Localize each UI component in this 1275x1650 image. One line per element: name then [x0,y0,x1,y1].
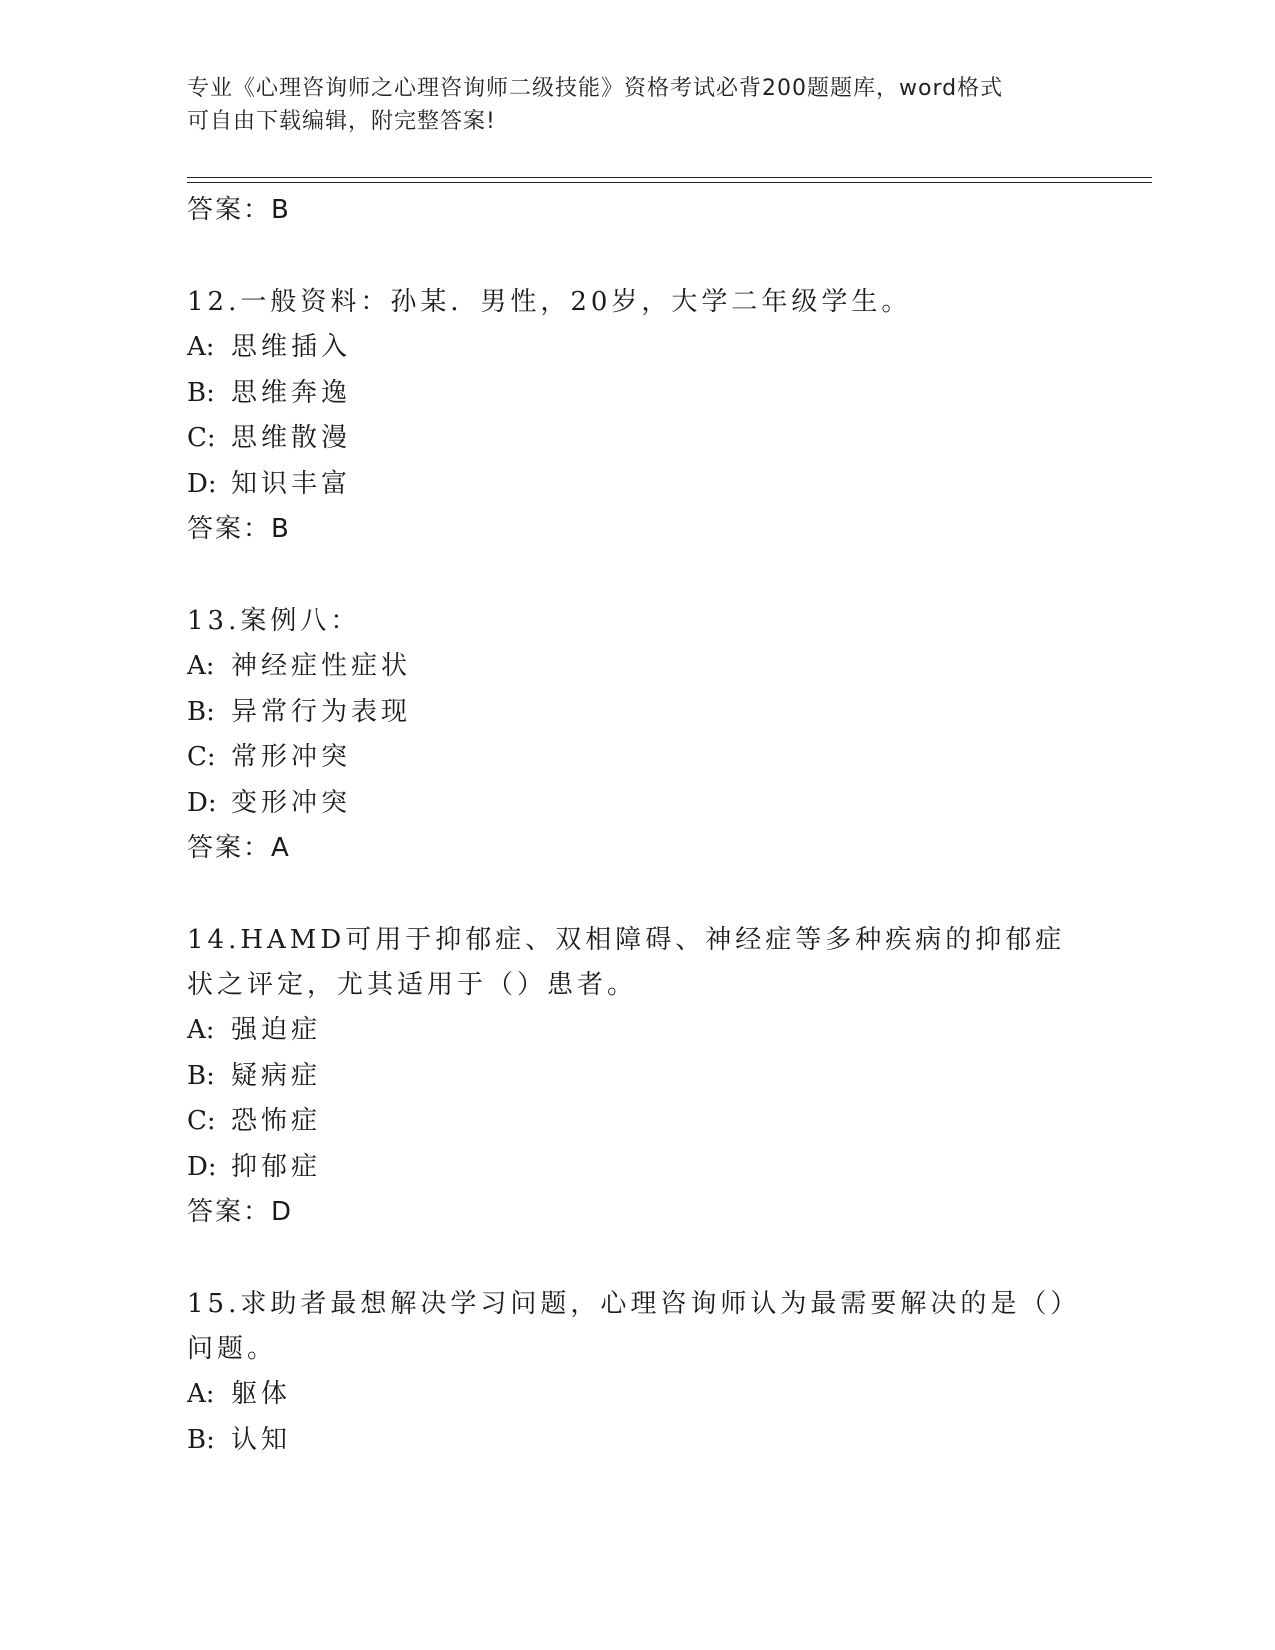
option-b [187,1054,1087,1100]
option-text: 躯体 [231,1379,292,1409]
question-12 [187,280,1087,552]
option-b [187,1418,1087,1464]
question-15 [187,1282,1087,1463]
option-key: B: [187,377,215,408]
option-b [187,690,1087,736]
option-key: B: [187,696,215,727]
option-c [187,1099,1087,1145]
option-key: C: [187,423,216,453]
option-a [187,644,1087,690]
option-text: 思维散漫 [231,423,352,453]
option-c [187,735,1087,781]
answer-line: 答案：D [187,1197,294,1227]
option-text: 抑郁症 [231,1151,322,1182]
option-key: C: [187,1106,216,1136]
question-stem: 13.案例八： [187,606,361,636]
option-key: A: [187,651,215,681]
option-text: 异常行为表现 [231,696,412,727]
document-header [187,72,1087,138]
option-text: 认知 [231,1424,292,1455]
option-key: D: [187,468,217,499]
option-c [187,416,1087,462]
option-a [187,1008,1087,1054]
option-key: A: [187,1015,215,1045]
option-key: D: [187,1151,217,1182]
header-title-line-2: 可自由下载编辑，附完整答案! [187,109,496,134]
option-d [187,462,1087,508]
option-a [187,325,1087,371]
header-title-line-1: 专业《心理咨询师之心理咨询师二级技能》资格考试必背200题题库，word格式 [187,76,1004,101]
question-stem: 15.求助者最想解决学习问题，心理咨询师认为最需要解决的是（）问题。 [187,1289,1081,1364]
option-text: 神经症性症状 [231,651,412,681]
option-d [187,1145,1087,1191]
option-text: 知识丰富 [231,468,352,499]
option-d [187,781,1087,827]
option-a [187,1372,1087,1418]
option-key: B: [187,1424,215,1455]
question-stem: 14.HAMD可用于抑郁症、双相障碍、神经症等多种疾病的抑郁症状之评定，尤其适用于（）患者。 [187,925,1066,1000]
option-text: 思维插入 [231,332,352,362]
answer-line: 答案：A [187,833,291,863]
option-text: 变形冲突 [231,787,352,818]
option-text: 疑病症 [231,1060,322,1091]
option-text: 恐怖症 [231,1106,322,1136]
option-key: A: [187,1379,215,1409]
option-text: 强迫症 [231,1015,322,1045]
question-13 [187,599,1087,871]
question-stem: 12.一般资料：孙某．男性，20岁，大学二年级学生。 [187,287,912,317]
header-divider-top [187,177,1152,178]
option-text: 常形冲突 [231,742,352,772]
option-text: 思维奔逸 [231,377,352,408]
previous-answer: 答案：B [187,195,291,225]
option-b [187,371,1087,417]
option-key: D: [187,787,217,818]
answer-line: 答案：B [187,514,291,544]
question-14 [187,918,1087,1235]
option-key: C: [187,742,216,772]
option-key: B: [187,1060,215,1091]
header-divider-bottom [187,182,1152,183]
question-list [187,188,1087,1463]
option-key: A: [187,332,215,362]
